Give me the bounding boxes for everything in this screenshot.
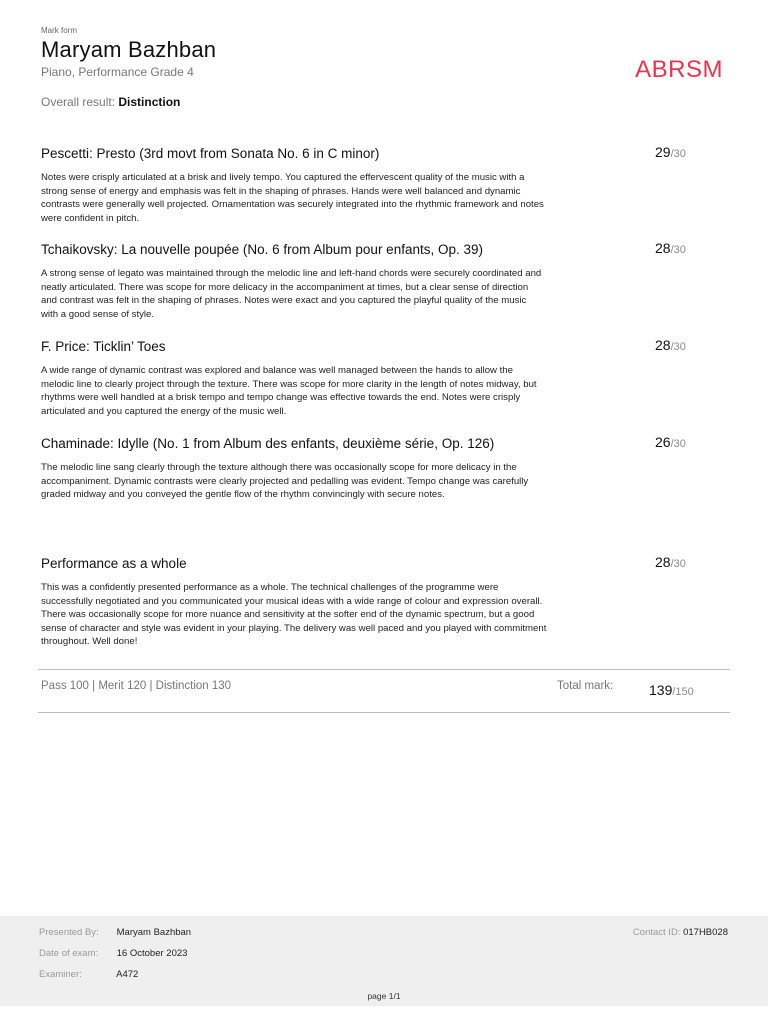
piece-score	[655, 434, 686, 450]
overall-result-value: Distinction	[118, 95, 181, 109]
overall-result	[41, 95, 180, 109]
total-mark-out-of: /150	[672, 686, 694, 698]
total-mark-value: 139	[649, 682, 673, 698]
contact-id-label: Contact ID:	[632, 927, 681, 938]
presented-by-value: Maryam Bazhban	[116, 927, 192, 938]
score-out-of: /30	[670, 148, 686, 160]
piece-comment: The melodic line sang clearly through the texture although there was occasionally scope for more delicacy in the accompaniment. Dynamic contrasts were clearly projected and pedalling was evident. Tempo change was carefully graded midway and you conveyed the gentle flow of the rhythm convincingly with secure notes.	[41, 462, 529, 500]
piece-score	[655, 240, 686, 256]
contact-id-value: 017HB028	[683, 927, 728, 938]
header	[41, 26, 731, 79]
piece-comment: A wide range of dynamic contrast was explored and balance was well managed between the hands to allow the melodic line to clearly project through the texture. There was scope for more clarity in the length of notes midway, but rhythms were well handled at a brisk tempo and tempo change was effective towards the end. Notes were crisply articulated and you captured the energy of the music well.	[41, 365, 537, 417]
piece-comment: Notes were crisply articulated at a brisk and lively tempo. You captured the effervescent quality of the music with a strong sense of energy and emphasis was felt in the shaping of phrases. Hands were well balanced and dynamic contrasts were generally well projected. Ornamentation was securely integrated into the rhythmic framework and notes were confident in pitch.	[41, 172, 544, 224]
exam-date-row	[39, 948, 187, 959]
contact-id	[633, 927, 728, 938]
summary-top-divider	[38, 669, 730, 670]
score-value: 28	[655, 554, 671, 570]
piece-section	[41, 238, 731, 321]
examiner-label: Examiner:	[39, 969, 82, 980]
student-name: Maryam Bazhban	[41, 37, 217, 62]
score-value: 29	[655, 144, 671, 160]
exam-date-label: Date of exam:	[39, 948, 99, 959]
piece-title: Chaminade: Idylle (No. 1 from Album des enfants, deuxième série, Op. 126)	[41, 436, 495, 451]
summary-bottom-divider	[38, 712, 730, 713]
piece-section	[41, 432, 731, 502]
presented-by-row	[39, 927, 191, 938]
score-out-of: /30	[670, 438, 686, 450]
score-value: 28	[655, 337, 671, 353]
page-number: page 1/1	[367, 991, 401, 1001]
overall-result-label: Overall result:	[41, 95, 116, 109]
grade-thresholds: Pass 100 | Merit 120 | Distinction 130	[41, 680, 232, 692]
score-out-of: /30	[670, 244, 686, 256]
piece-title: Pescetti: Presto (3rd movt from Sonata No. 6 in C minor)	[41, 146, 380, 161]
piece-score	[655, 337, 686, 353]
presented-by-label: Presented By:	[39, 927, 99, 938]
exam-date-value: 16 October 2023	[116, 948, 188, 959]
examiner-value: A472	[116, 969, 139, 980]
score-value: 28	[655, 240, 671, 256]
document-type: Mark form	[41, 26, 77, 35]
total-mark	[649, 682, 694, 698]
abrsm-logo: ABRSM	[635, 56, 723, 83]
subject-line: Piano, Performance Grade 4	[41, 65, 194, 79]
piece-score	[655, 554, 686, 570]
piece-title: Tchaikovsky: La nouvelle poupée (No. 6 from Album pour enfants, Op. 39)	[41, 242, 483, 257]
piece-section	[41, 142, 731, 225]
piece-section	[41, 552, 731, 649]
piece-score	[655, 144, 686, 160]
piece-comment: A strong sense of legato was maintained through the melodic line and left-hand chords were securely coordinated and neatly articulated. There was scope for more delicacy in the accompaniment at times, but a clear sense of direction and contrast was felt in the shaping of phrases. Notes were exact and you captured the playful quality of the music with a good sense of style.	[41, 268, 542, 320]
score-out-of: /30	[670, 341, 686, 353]
examiner-row	[39, 969, 138, 980]
score-out-of: /30	[670, 558, 686, 570]
piece-title: Performance as a whole	[41, 556, 187, 571]
piece-section	[41, 335, 731, 418]
piece-title: F. Price: Ticklin’ Toes	[41, 339, 166, 354]
score-value: 26	[655, 434, 671, 450]
total-mark-label: Total mark:	[557, 680, 614, 692]
piece-comment: This was a confidently presented performance as a whole. The technical challenges of the programme were successfully negotiated and you communicated your musical ideas with a wide range of colour and expression overall. There was occasionally scope for more nuance and sensitivity at the softer end of the dynamic spectrum, but a good sense of character and style was evident in your playing. The delivery was well paced and you played with commitment throughout. Well done!	[41, 582, 547, 647]
